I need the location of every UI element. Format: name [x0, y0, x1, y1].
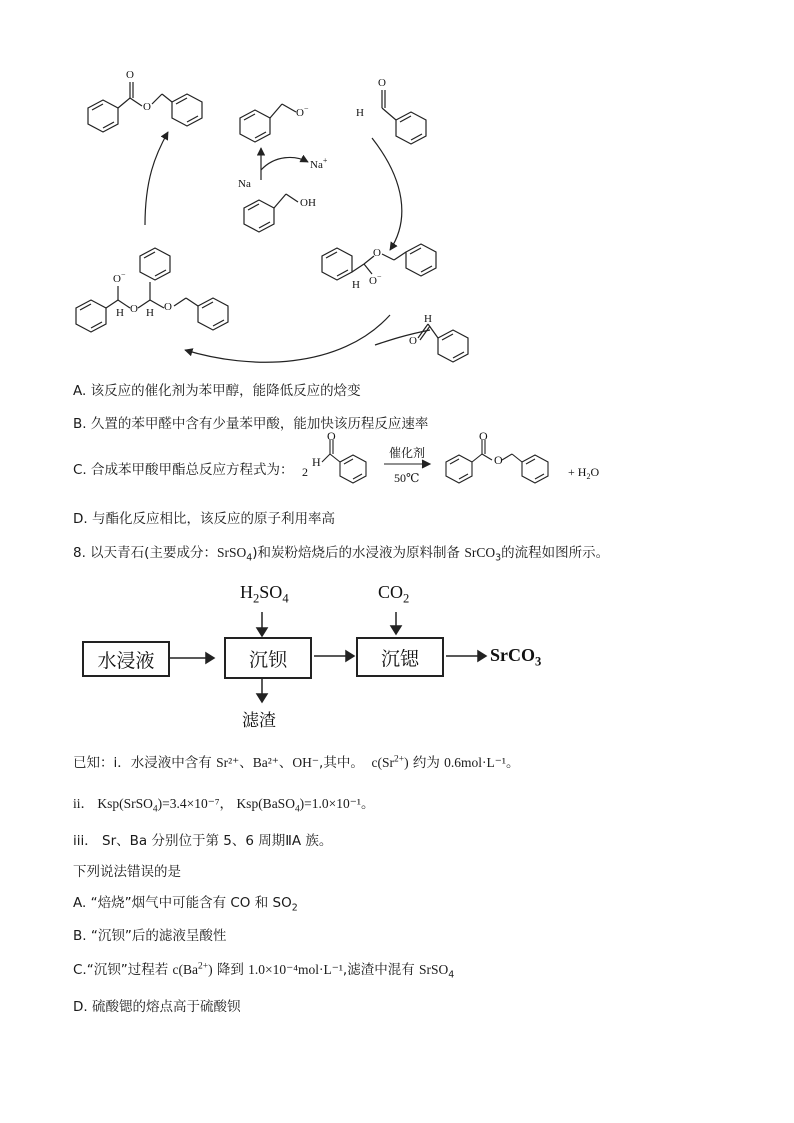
flow-product-srco3: SrCO$_3$	[490, 645, 542, 669]
svg-text:H: H	[312, 455, 321, 469]
svg-text:2: 2	[302, 465, 308, 479]
svg-text:O−: O−	[296, 104, 309, 119]
known-i: 已知：i．水浸液中含有 Sr²⁺、Ba²⁺、OH⁻,其中。 $c(Sr^{2+})$ 约为 0.6mol·L⁻¹。	[73, 754, 520, 771]
q8-question: 下列说法错误的是	[73, 864, 181, 880]
svg-text:H: H	[424, 313, 432, 325]
svg-text:O: O	[378, 77, 386, 89]
svg-text:OH: OH	[300, 197, 316, 209]
cycle-arc-bottom	[185, 315, 390, 362]
catalytic-cycle-diagram	[60, 60, 500, 380]
svg-text:O: O	[494, 453, 503, 467]
svg-text:+ H2O: + $H_2O$	[568, 465, 600, 481]
benzaldehyde-structure-bottom	[418, 324, 468, 362]
svg-text:Na: Na	[238, 178, 251, 190]
svg-text:O−: O−	[369, 272, 382, 287]
benzaldehyde-structure-top	[382, 90, 426, 144]
cycle-arc-left	[145, 132, 168, 225]
option-7a: A. 该反应的催化剂为苯甲醇，能降低反应的焓变	[73, 383, 361, 399]
benzyl-alcohol-structure	[244, 194, 298, 232]
flow-box-barium-precipitation: 沉钡	[224, 637, 312, 679]
cycle-arc-right	[372, 138, 402, 250]
option-7d: D. 与酯化反应相比，该反应的原子利用率高	[73, 511, 335, 527]
known-iii: iii． Sr、Ba 分别位于第 5、6 周期ⅡA 族。	[73, 833, 333, 849]
svg-text:H: H	[352, 279, 360, 291]
q8-intro: 8. 以天青石(主要成分：SrSO$_4$)和炭粉焙烧后的水浸液为原料制备 SrCO$_3$的流程如图所示。	[73, 545, 610, 564]
svg-text:Na+: Na+	[310, 156, 328, 171]
svg-text:O: O	[126, 69, 134, 81]
svg-text:O: O	[479, 432, 488, 443]
option-7c-prefix: C. 合成苯甲酸甲酯总反应方程式为：	[73, 462, 294, 478]
svg-text:H: H	[356, 107, 364, 119]
benzyloxide-structure	[240, 104, 296, 142]
svg-text:O: O	[327, 432, 336, 443]
svg-text:H: H	[146, 307, 154, 319]
option-8c: C.“沉钡”过程若 $c(Ba^{2+})$ 降到 1.0×10⁻⁴mol·L⁻¹,滤渣中混有 SrSO$_4$	[73, 961, 455, 981]
svg-text:O: O	[409, 335, 417, 347]
addition-intermediate-structure	[76, 248, 228, 332]
option-7c	[73, 458, 294, 478]
svg-text:O−: O−	[113, 270, 126, 285]
flow-reagent-h2so4: $H_2SO_4$	[240, 582, 289, 606]
flow-box-strontium-precipitation: 沉锶	[356, 637, 444, 677]
option-8b: B. “沉钡”后的滤液呈酸性	[73, 928, 227, 944]
svg-text:O: O	[373, 247, 381, 259]
flow-box-leachate: 水浸液	[82, 641, 170, 677]
flow-reagent-co2: $CO_2$	[378, 582, 410, 606]
svg-text:O: O	[164, 301, 172, 313]
known-ii: ii． Ksp(SrSO$_4$)=3.4×10⁻⁷， Ksp(BaSO$_4$)=1.0×10⁻¹。	[73, 796, 375, 815]
option-8a: A. “焙烧”烟气中可能含有 CO 和 $SO_2$	[73, 895, 298, 914]
option-8d: D. 硫酸锶的熔点高于硫酸钡	[73, 999, 241, 1015]
svg-text:催化剂: 催化剂	[389, 446, 426, 460]
svg-text:O: O	[143, 101, 151, 113]
option-7c-equation	[296, 432, 626, 492]
svg-text:50℃: 50℃	[394, 471, 420, 485]
svg-text:H: H	[116, 307, 124, 319]
option-7b: B. 久置的苯甲醛中含有少量苯甲酸，能加快该历程反应速率	[73, 416, 429, 432]
svg-text:O: O	[130, 303, 138, 315]
flow-residue: 滤渣	[242, 711, 276, 730]
